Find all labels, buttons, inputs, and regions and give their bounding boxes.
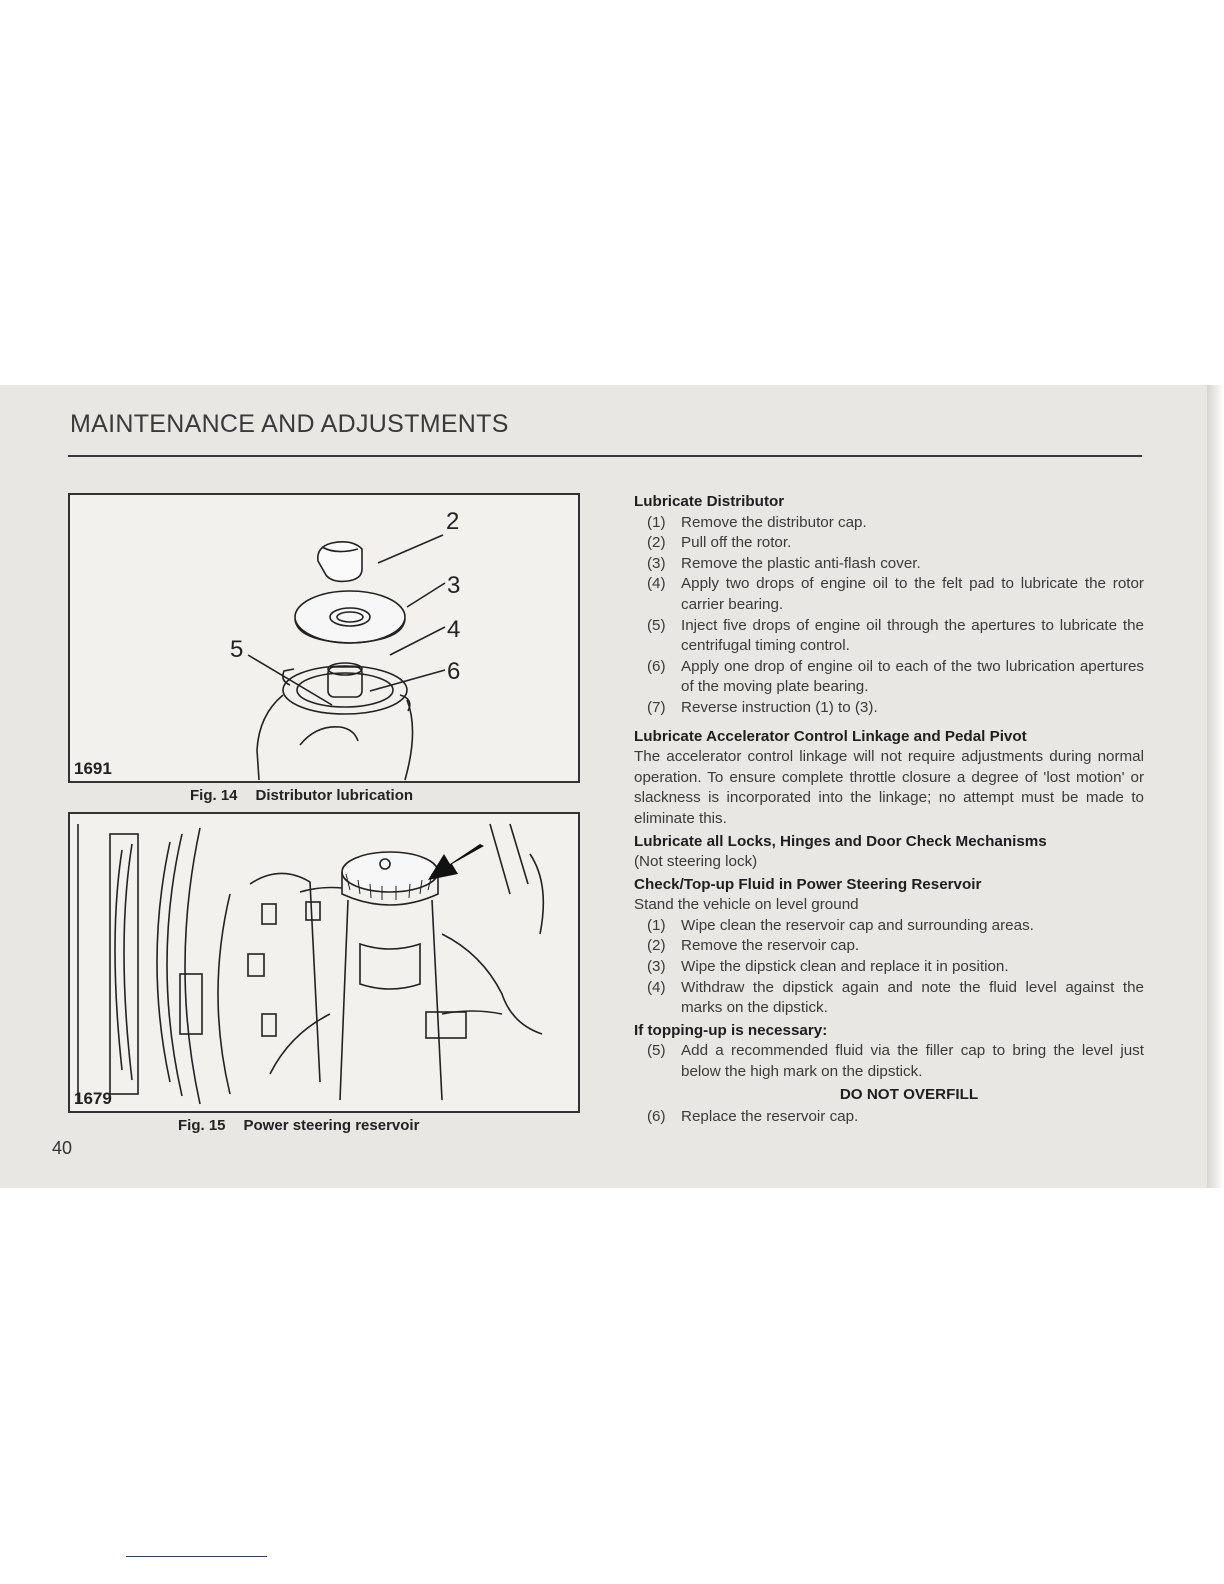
section-heading: Lubricate all Locks, Hinges and Door Check Mechanisms (634, 832, 1047, 850)
step-number: (4) (647, 978, 666, 996)
section-heading: Check/Top-up Fluid in Power Steering Reservoir (634, 875, 982, 893)
step-text: Wipe clean the reservoir cap and surrounding areas. (681, 916, 1034, 934)
final-steps (634, 1107, 1144, 1128)
figure-power-steering (68, 812, 580, 1113)
step-text: Remove the distributor cap. (681, 513, 867, 531)
step-number: (3) (647, 554, 666, 572)
step-number: (6) (647, 1108, 666, 1126)
list-item (634, 957, 1144, 978)
list-item (634, 978, 1144, 1019)
step-number: (5) (647, 616, 666, 634)
list-item (634, 513, 1144, 534)
callout-3: 3 (447, 572, 461, 599)
footer-divider (126, 1556, 267, 1557)
figure-distributor (68, 493, 580, 783)
step-text: Withdraw the dipstick again and note the fluid level against the marks on the dipstick. (681, 978, 1144, 1017)
figure-number: Fig. 15 (178, 1117, 226, 1134)
callout-4: 4 (447, 616, 461, 643)
figure-id: 1691 (74, 759, 112, 778)
step-number: (2) (647, 937, 666, 955)
paragraph: (Not steering lock) (634, 853, 758, 871)
list-item (634, 936, 1144, 957)
step-text: Wipe the dipstick clean and replace it in position. (681, 958, 1009, 976)
step-number: (1) (647, 916, 666, 934)
step-text: Pull off the rotor. (681, 534, 792, 552)
step-number: (2) (647, 534, 666, 552)
list-item (634, 1041, 1144, 1082)
list-item (634, 574, 1144, 615)
step-number: (3) (647, 958, 666, 976)
section-title: MAINTENANCE AND ADJUSTMENTS (70, 410, 509, 438)
subheading: If topping-up is necessary: (634, 1021, 828, 1039)
list-item (634, 554, 1144, 575)
list-item (634, 533, 1144, 554)
paragraph: Stand the vehicle on level ground (634, 896, 859, 914)
step-number: (7) (647, 698, 666, 716)
step-text: Apply two drops of engine oil to the felt pad to lubricate the rotor carrier bearing. (681, 575, 1144, 613)
callout-6: 6 (447, 658, 461, 685)
figure-caption-text: Power steering reservoir (243, 1117, 420, 1134)
section-heading: Lubricate Accelerator Control Linkage and Pedal Pivot (634, 727, 1027, 745)
step-text: Remove the reservoir cap. (681, 937, 860, 955)
figure-caption (178, 1117, 419, 1134)
list-item (634, 916, 1144, 937)
arrow-icon (428, 844, 484, 880)
step-text: Remove the plastic anti-flash cover. (681, 554, 921, 572)
distributor-steps (634, 513, 1144, 719)
topping-up-steps (634, 1041, 1144, 1082)
figure-caption-text: Distributor lubrication (255, 787, 414, 804)
step-text: Inject five drops of engine oil through the apertures to lubricate the centrifugal timing control. (681, 616, 1144, 655)
step-text: Apply one drop of engine oil to each of the two lubrication apertures of the moving plate bearing. (681, 657, 1144, 696)
figure-caption (190, 787, 413, 804)
list-item (634, 1107, 1144, 1128)
step-text: Reverse instruction (1) to (3). (681, 698, 878, 716)
step-number: (1) (647, 513, 666, 531)
section-heading: Lubricate Distributor (634, 493, 785, 510)
step-text: Add a recommended fluid via the filler cap to bring the level just below the high mark on the dipstick. (681, 1042, 1144, 1081)
caution-notice: DO NOT OVERFILL (839, 1085, 979, 1103)
figure-number: Fig. 14 (190, 787, 238, 804)
paragraph: The accelerator control linkage will not require adjustments during normal operation. To ensure complete throttle closure a degree of 'lost motion' or slackness is incorporated into the linkage; no attempt must be made to eliminate this. (634, 748, 1144, 827)
page-number: 40 (52, 1138, 73, 1158)
distributor-illustration (70, 495, 578, 781)
instructions-column (634, 492, 1144, 1128)
step-number: (4) (647, 575, 666, 593)
list-item (634, 657, 1144, 698)
step-number: (5) (647, 1042, 666, 1060)
callout-5: 5 (230, 636, 244, 663)
power-steering-illustration (70, 814, 578, 1111)
callout-2: 2 (446, 508, 460, 535)
steering-steps (634, 916, 1144, 1019)
step-text: Replace the reservoir cap. (681, 1108, 859, 1126)
step-number: (6) (647, 657, 666, 675)
header-divider (68, 455, 1142, 457)
list-item (634, 616, 1144, 657)
list-item (634, 698, 1144, 719)
figure-id: 1679 (74, 1089, 112, 1108)
